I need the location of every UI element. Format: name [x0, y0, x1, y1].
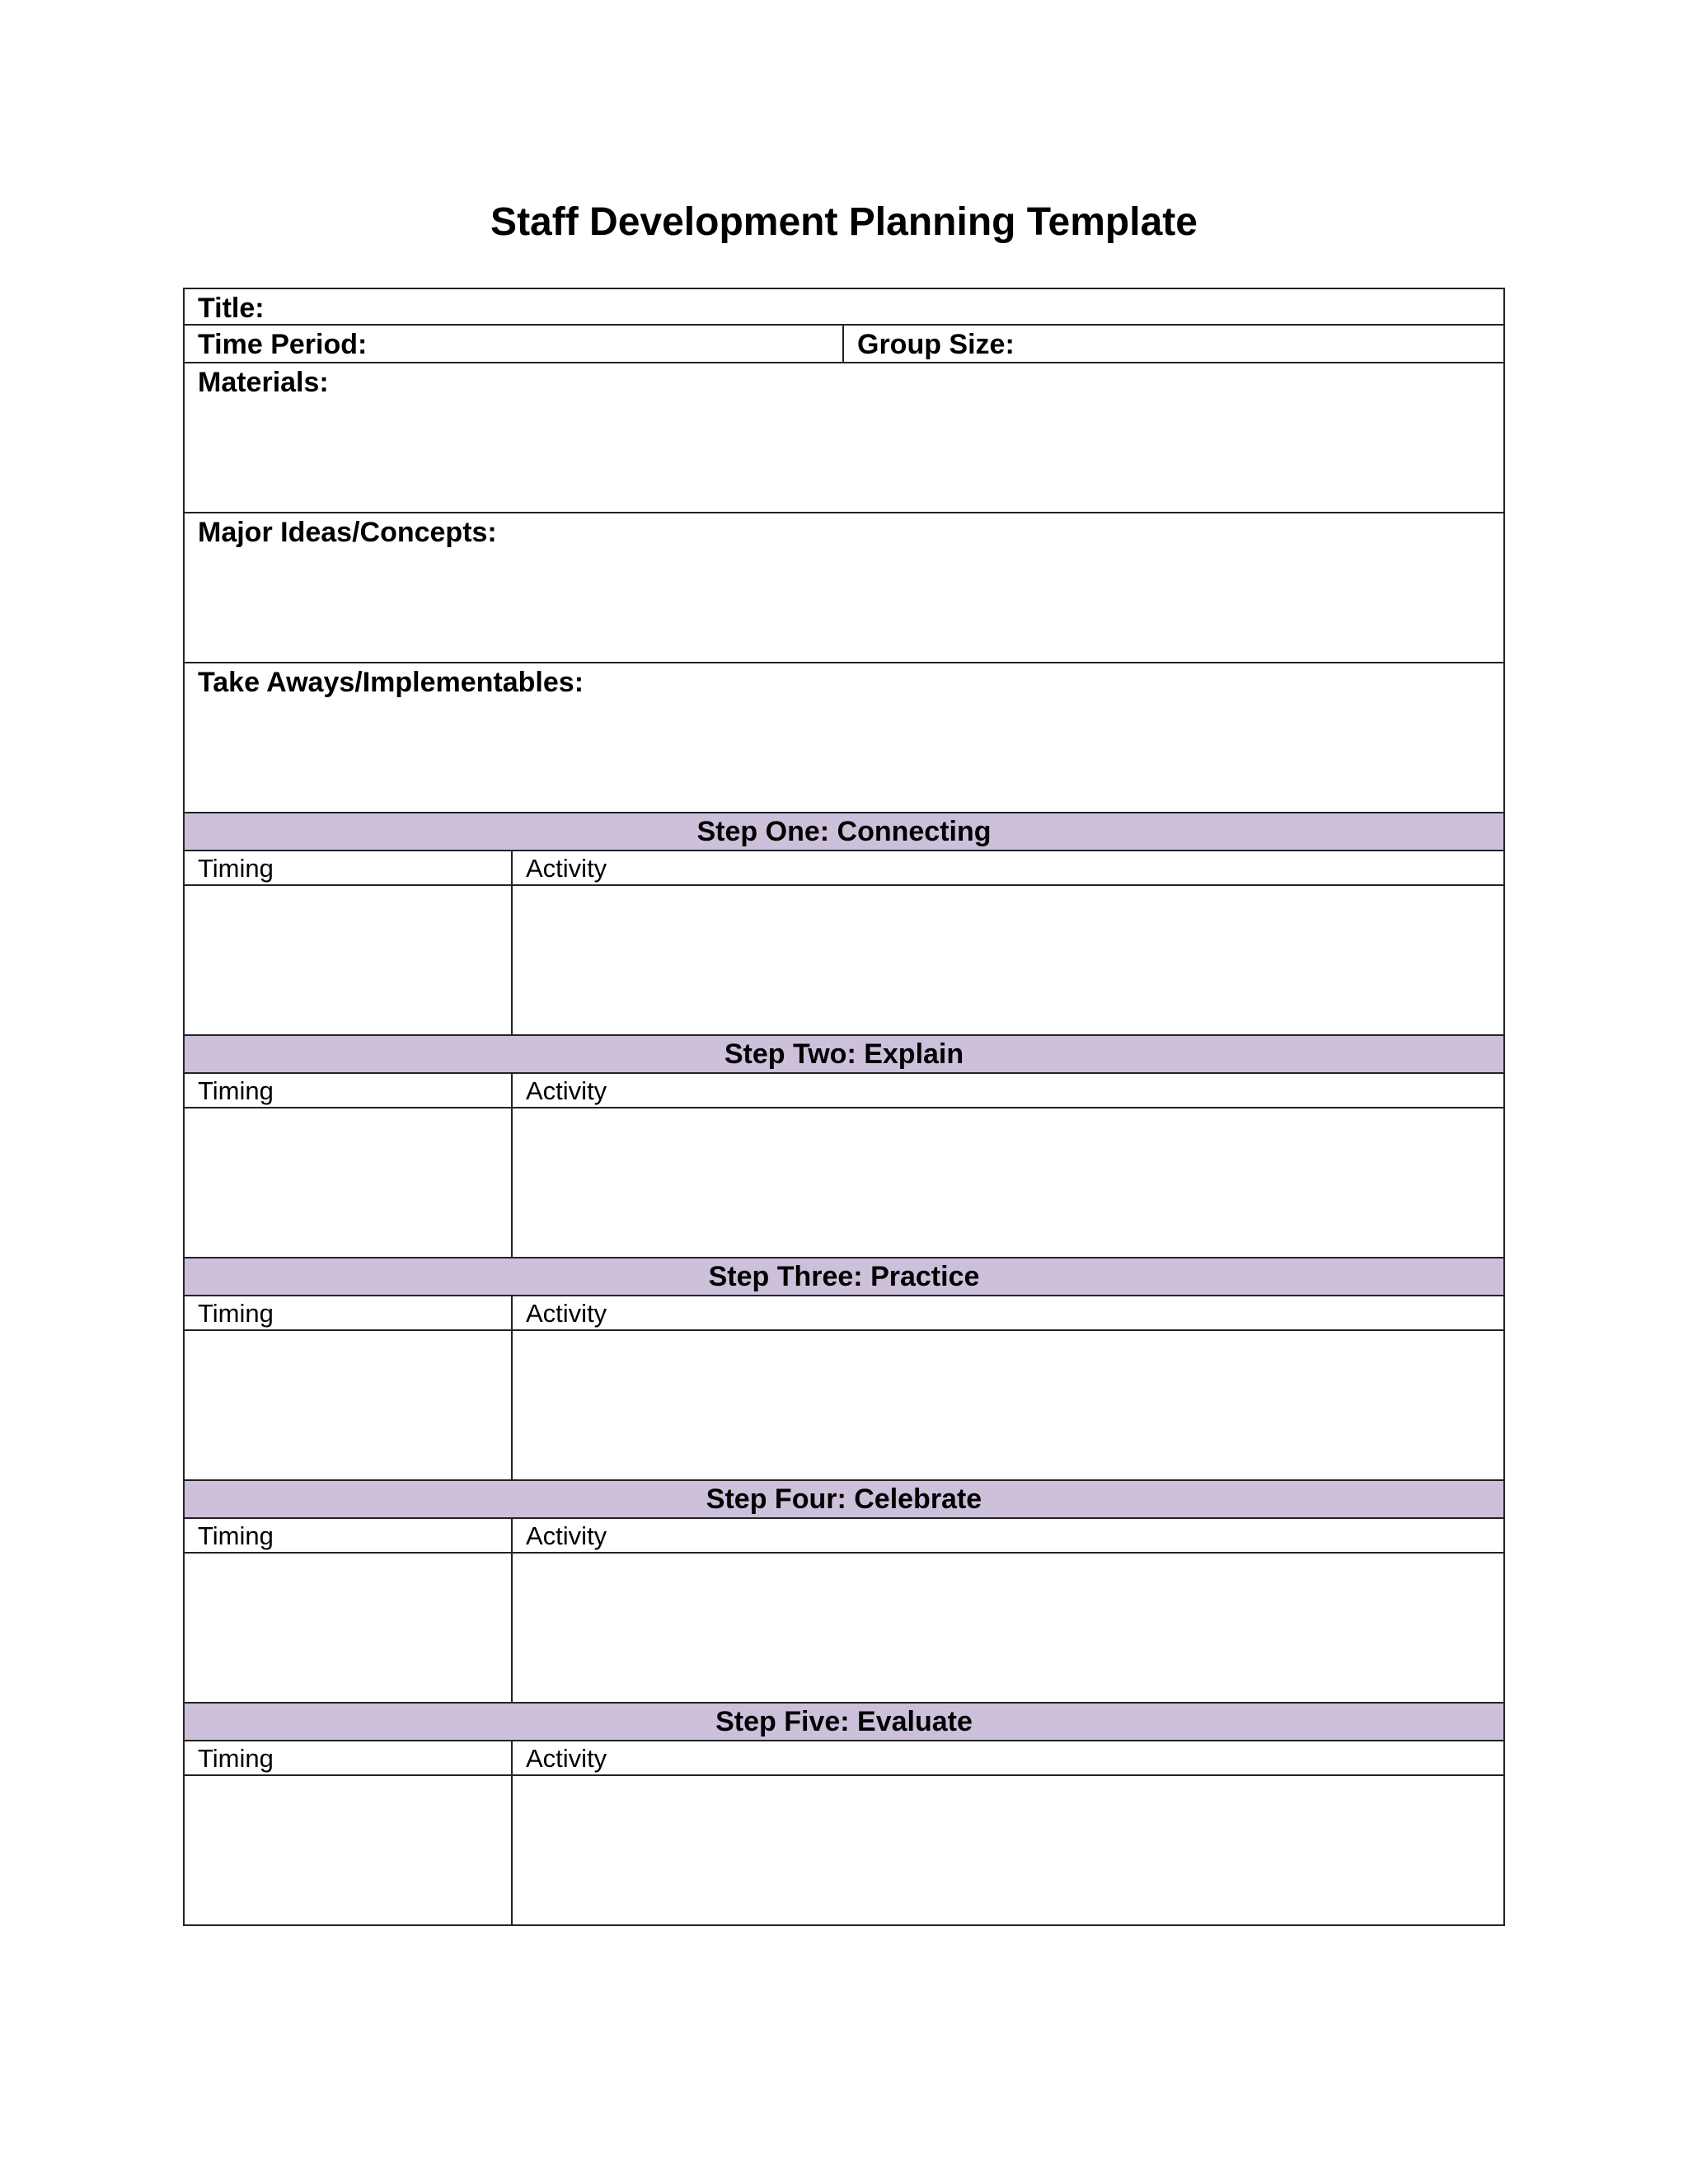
page-title: Staff Development Planning Template: [490, 200, 1198, 244]
activity-label: Activity: [526, 854, 607, 883]
step-three-column-labels: [183, 1296, 1505, 1331]
step-heading: Step Five: Evaluate: [715, 1706, 973, 1737]
step-two-entry-row: [183, 1108, 1505, 1258]
step-heading: Step Two: Explain: [724, 1038, 964, 1070]
step-one-column-labels: [183, 851, 1505, 886]
step-five-entry-row: [183, 1776, 1505, 1926]
step-heading: Step One: Connecting: [696, 816, 992, 847]
activity-input[interactable]: [513, 1331, 1503, 1479]
time-period-field[interactable]: Time Period:: [185, 326, 844, 362]
timing-label: Timing: [185, 851, 513, 884]
step-four-column-labels: [183, 1519, 1505, 1554]
major-ideas-row: [183, 513, 1505, 663]
activity-label: Activity: [526, 1299, 607, 1328]
materials-field[interactable]: Materials:: [198, 367, 329, 398]
step-two-header: [183, 1036, 1505, 1074]
take-aways-row: [183, 663, 1505, 813]
step-one-header: [183, 813, 1505, 851]
timing-label: Timing: [185, 1519, 513, 1552]
activity-input[interactable]: [513, 886, 1503, 1034]
step-heading: Step Four: Celebrate: [706, 1483, 982, 1515]
activity-label: Activity: [526, 1744, 607, 1773]
step-heading: Step Three: Practice: [708, 1261, 980, 1292]
step-one-entry-row: [183, 886, 1505, 1036]
activity-input[interactable]: [513, 1108, 1503, 1257]
activity-label: Activity: [526, 1076, 607, 1105]
timing-label: Timing: [185, 1074, 513, 1107]
take-aways-field[interactable]: Take Aways/Implementables:: [198, 667, 584, 698]
step-four-entry-row: [183, 1554, 1505, 1704]
activity-input[interactable]: [513, 1776, 1503, 1924]
time-group-row: [183, 326, 1505, 363]
timing-input[interactable]: [185, 1331, 513, 1479]
timing-label: Timing: [185, 1741, 513, 1774]
timing-input[interactable]: [185, 1554, 513, 1702]
step-three-entry-row: [183, 1331, 1505, 1481]
major-ideas-field[interactable]: Major Ideas/Concepts:: [198, 517, 497, 548]
step-two-column-labels: [183, 1074, 1505, 1108]
step-five-header: [183, 1704, 1505, 1741]
activity-label: Activity: [526, 1521, 607, 1550]
materials-row: [183, 363, 1505, 513]
activity-input[interactable]: [513, 1554, 1503, 1702]
timing-input[interactable]: [185, 1108, 513, 1257]
timing-input[interactable]: [185, 1776, 513, 1924]
group-size-field[interactable]: Group Size:: [857, 329, 1015, 360]
timing-input[interactable]: [185, 886, 513, 1034]
planning-form: [183, 288, 1505, 1926]
step-four-header: [183, 1481, 1505, 1519]
title-field[interactable]: Title:: [198, 293, 265, 324]
title-row: [183, 288, 1505, 326]
step-five-column-labels: [183, 1741, 1505, 1776]
step-three-header: [183, 1258, 1505, 1296]
timing-label: Timing: [185, 1296, 513, 1329]
